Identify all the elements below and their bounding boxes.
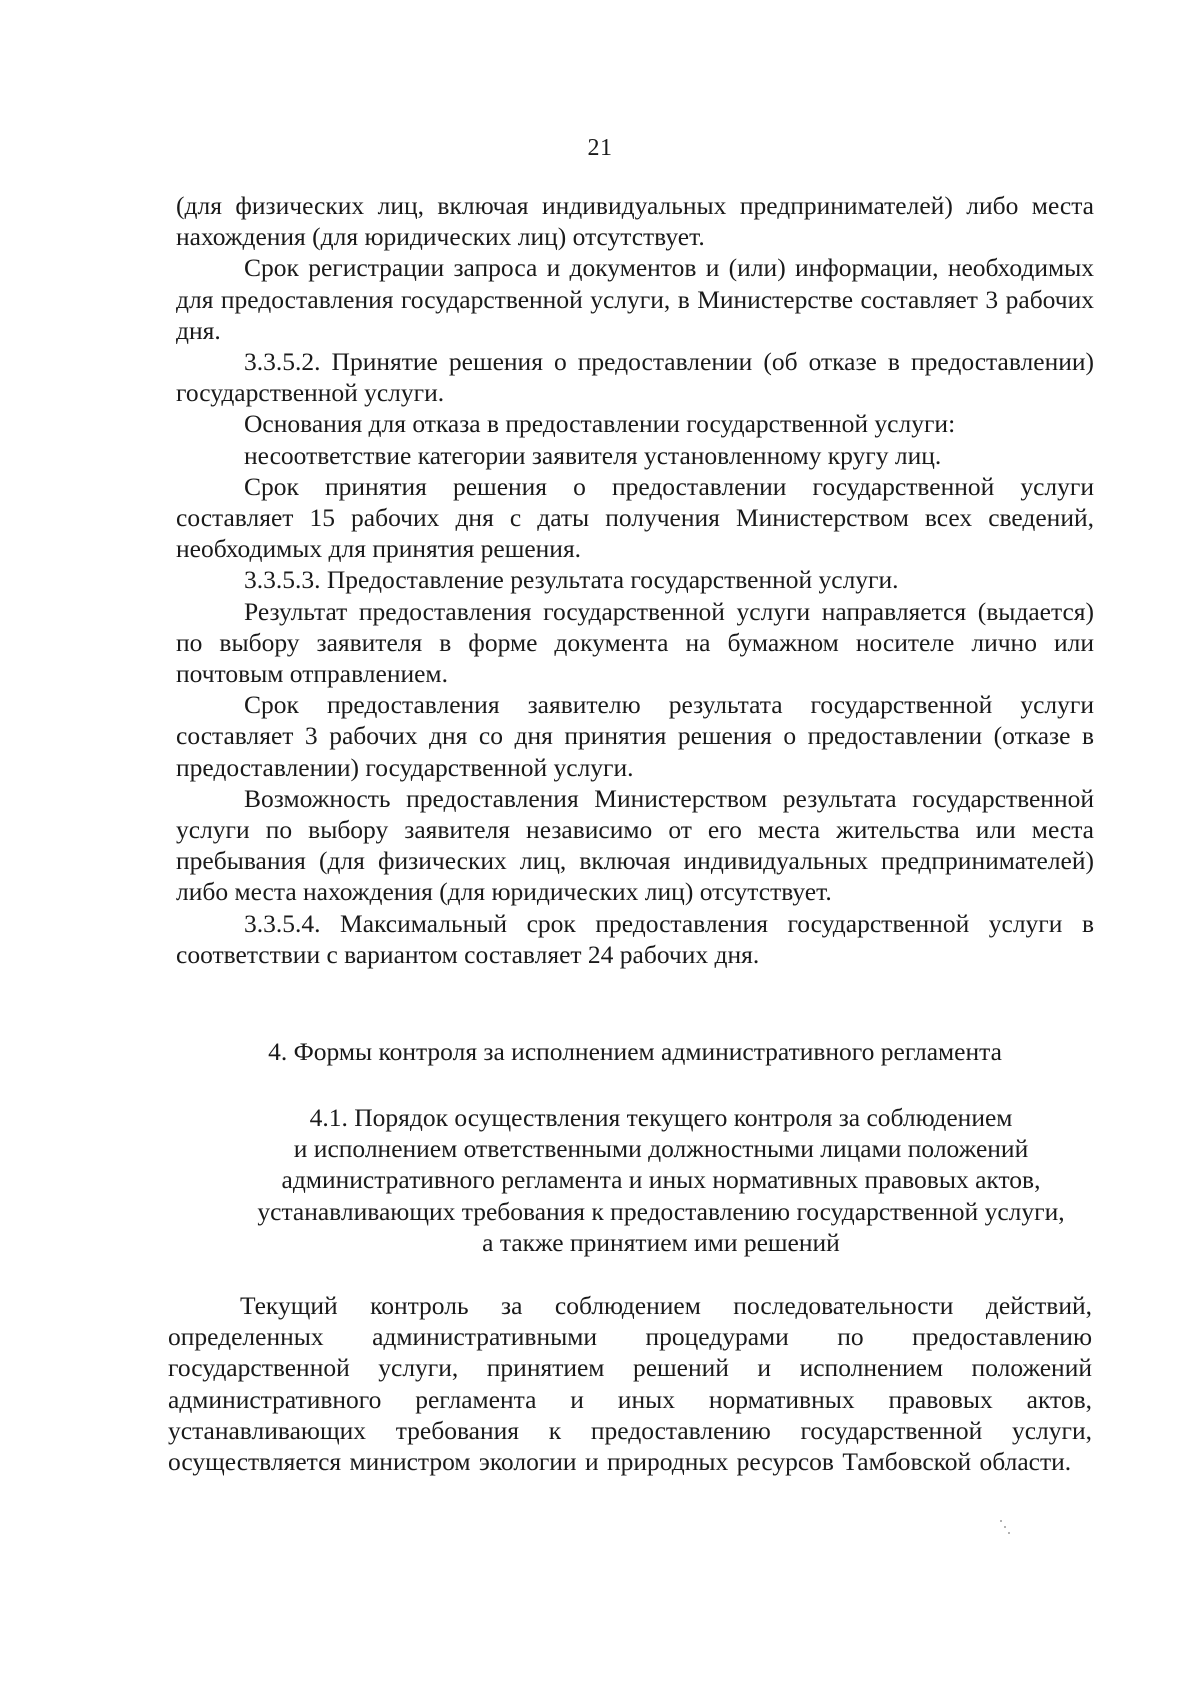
closing-text <box>168 1290 1092 1477</box>
paragraph: Текущий контроль за соблюдением последовательности действий, определенных административными процедурами по предоставлению государственной услуги, принятием решений и исполнением положений административного регламента и иных нормативных правовых актов, устанавливающих требования к предоставлению государственной услуги, осуществляется министром экологии и природных ресурсов Тамбовской области. <box>168 1291 1092 1477</box>
subsection-heading-line: 4.1. Порядок осуществления текущего контроля за соблюдением <box>309 1103 1013 1132</box>
subsection-heading <box>196 1102 1126 1258</box>
paragraph: (для физических лиц, включая индивидуальных предпринимателей) либо места нахождения (для юридических лиц) отсутствует. <box>176 191 1094 252</box>
paragraph: Срок принятия решения о предоставлении государственной услуги составляет 15 рабочих дня с даты получения Министерством всех сведений, необходимых для принятия решения. <box>176 471 1094 564</box>
clause-heading: 3.3.5.2. Принятие решения о предоставлении (об отказе в предоставлении) государственной услуги. <box>176 347 1094 408</box>
clause-heading: 3.3.5.4. Максимальный срок предоставления государственной услуги в соответствии с вариантом составляет 24 рабочих дня. <box>176 908 1094 969</box>
paragraph: Результат предоставления государственной услуги направляется (выдается) по выбору заявителя в форме документа на бумажном носителе лично или почтовым отправлением. <box>176 596 1094 689</box>
scan-speck <box>1008 1532 1010 1534</box>
paragraph: несоответствие категории заявителя установленному кругу лиц. <box>244 440 942 470</box>
scan-speck <box>1004 1526 1006 1528</box>
page-number: 21 <box>587 135 613 161</box>
subsection-heading-line: а также принятием ими решений <box>482 1227 840 1257</box>
paragraph: Основания для отказа в предоставлении государственной услуги: <box>244 409 956 439</box>
scan-speck <box>1000 1520 1002 1522</box>
subsection-heading-line: и исполнением ответственными должностными лицами положений <box>293 1134 1029 1164</box>
subsection-heading-line: устанавливающих требования к предоставлению государственной услуги, <box>257 1196 1065 1226</box>
body-text <box>176 190 1094 970</box>
clause-heading: 3.3.5.3. Предоставление результата государственной услуги. <box>244 565 899 595</box>
subsection-heading-line: административного регламента и иных нормативных правовых актов, <box>281 1165 1041 1195</box>
paragraph: Возможность предоставления Министерством результата государственной услуги по выбору заявителя независимо от его места жительства или места пребывания (для физических лиц, включая индивидуальных предпринимателей) либо места нахождения (для юридических лиц) отсутствует. <box>176 783 1094 907</box>
section-heading: 4. Формы контроля за исполнением административного регламента <box>268 1037 1002 1066</box>
paragraph: Срок предоставления заявителю результата государственной услуги составляет 3 рабочих дня со дня принятия решения о предоставлении (отказе в предоставлении) государственной услуги. <box>176 690 1094 782</box>
paragraph: Срок регистрации запроса и документов и (или) информации, необходимых для предоставления государственной услуги, в Министерстве составляет 3 рабочих дня. <box>176 253 1094 345</box>
